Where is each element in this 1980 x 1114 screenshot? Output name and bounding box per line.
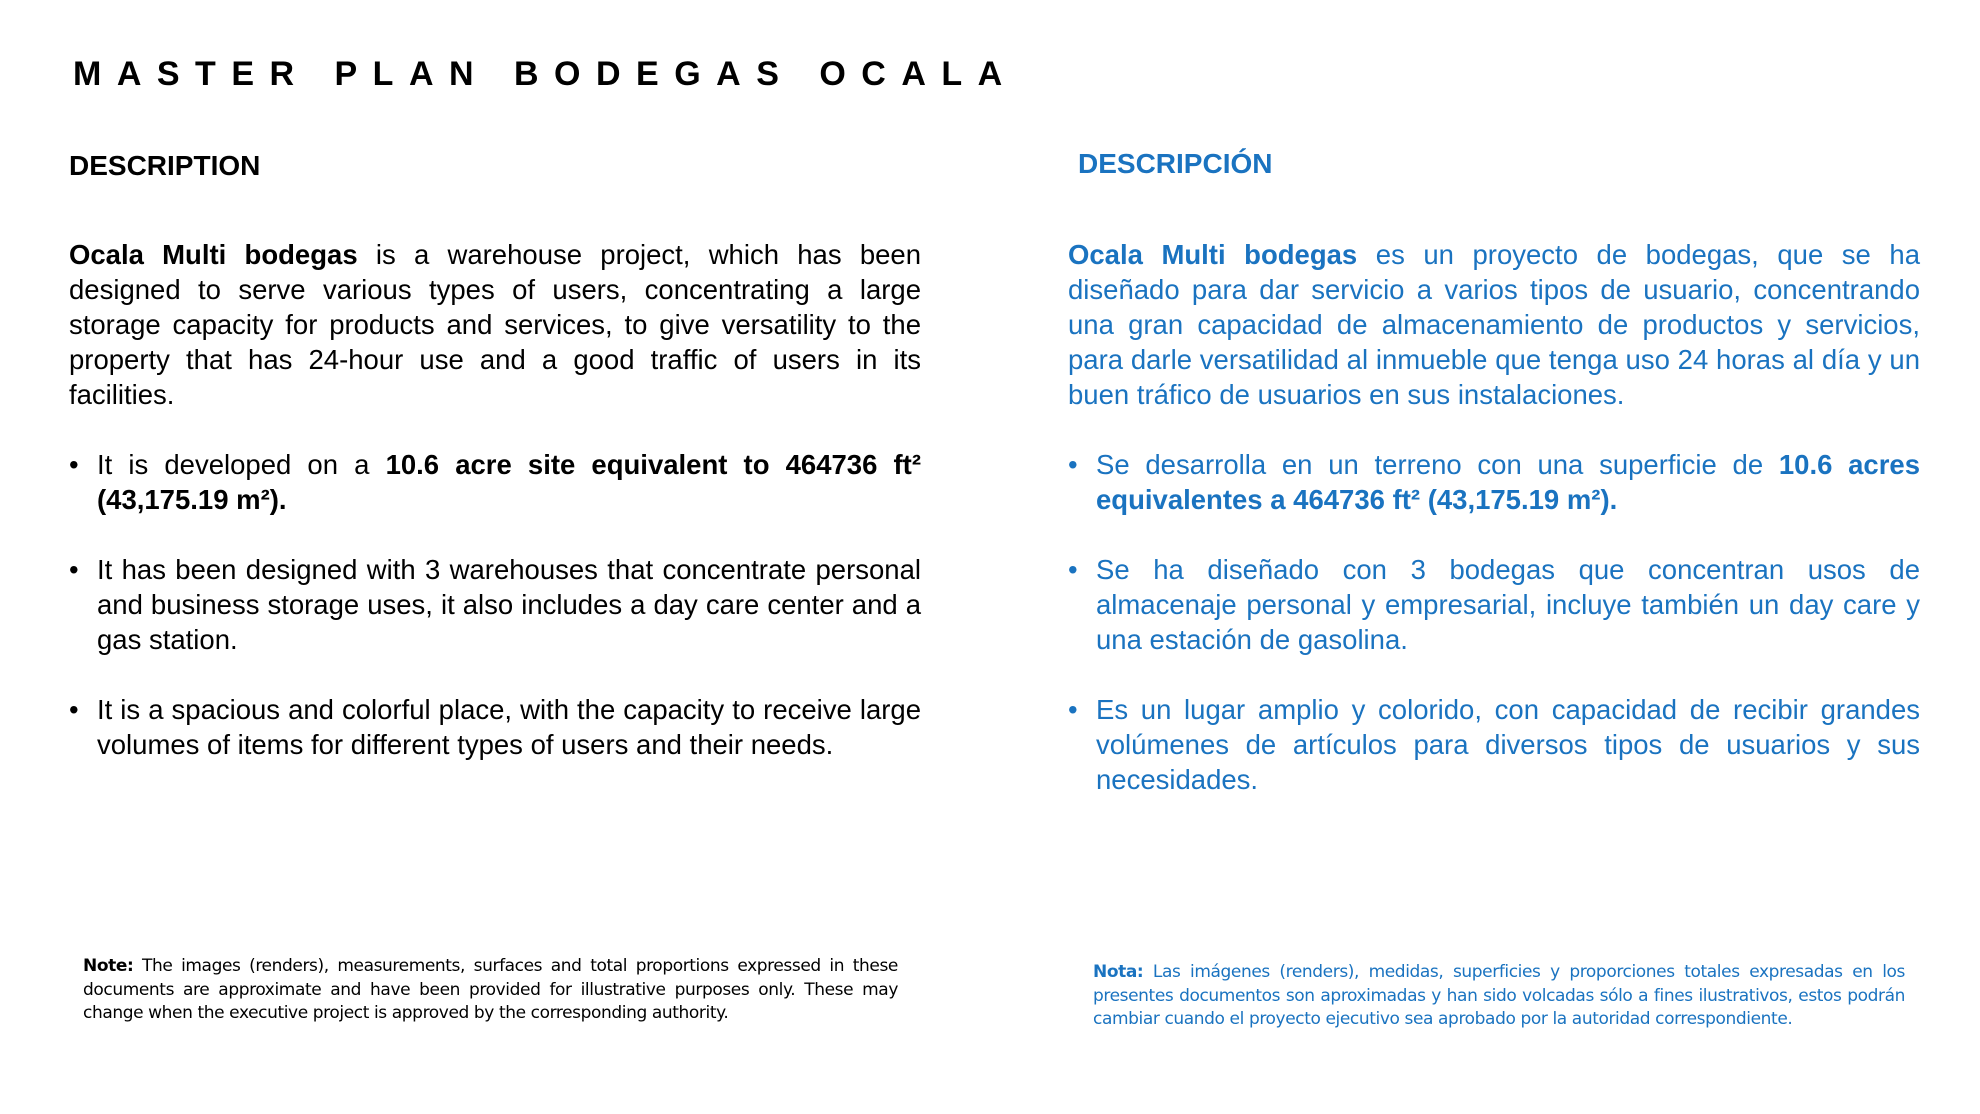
english-intro-project-name: Ocala Multi bodegas bbox=[69, 239, 358, 270]
english-intro bbox=[69, 237, 921, 412]
english-note-label: Note: bbox=[83, 956, 134, 976]
spanish-bullet-site bbox=[1068, 447, 1920, 517]
english-note-text: The images (renders), measurements, surfaces and total proportions expressed in these documents are approximate and have been provided for illustrative purposes only. These may change when the executive project is approved by the corresponding authority. bbox=[83, 956, 898, 1023]
spanish-bullet-warehouses: • Se ha diseñado con 3 bodegas que concentran usos de almacenaje personal y empresarial, incluye también un day care y una estación de gasolina. bbox=[1068, 552, 1920, 657]
english-bullet-warehouses: • It has been designed with 3 warehouses that concentrate personal and business storage uses, it also includes a day care center and a gas station. bbox=[69, 552, 921, 657]
english-note bbox=[83, 955, 898, 1026]
spanish-body bbox=[1068, 237, 1920, 832]
english-intro-text: is a warehouse project, which has been designed to serve various types of users, concentrating a large storage capacity for products and services, to give versatility to the property that has 24-hour use and a good traffic of users in its facilities. bbox=[69, 239, 921, 410]
english-bullet-place: • It is a spacious and colorful place, with the capacity to receive large volumes of items for different types of users and their needs. bbox=[69, 692, 921, 762]
spanish-heading: DESCRIPCIÓN bbox=[1078, 148, 1273, 179]
spanish-bullet-site-area: 10.6 acres equivalentes a 464736 ft² (43,175.19 m²). bbox=[1096, 449, 1920, 515]
spanish-bullet-place: • Es un lugar amplio y colorido, con capacidad de recibir grandes volúmenes de artículos para diversos tipos de usuarios y sus necesidades. bbox=[1068, 692, 1920, 797]
spanish-intro-project-name: Ocala Multi bodegas bbox=[1068, 239, 1358, 270]
spanish-bullet-site-text: Se desarrolla en un terreno con una superficie de bbox=[1096, 449, 1779, 480]
spanish-note-text: Las imágenes (renders), medidas, superficies y proporciones totales expresadas en los presentes documentos son aproximadas y han sido volcadas sólo a fines ilustrativos, estos podrán cambiar cuando el proyecto ejecutivo sea aprobado por la autoridad correspondiente. bbox=[1093, 962, 1905, 1029]
spanish-note-label: Nota: bbox=[1093, 962, 1144, 982]
english-heading: DESCRIPTION bbox=[69, 150, 261, 181]
spanish-note bbox=[1093, 961, 1905, 1032]
spanish-intro bbox=[1068, 237, 1920, 412]
page-title: MASTER PLAN BODEGAS OCALA bbox=[73, 55, 1018, 93]
english-bullet-list bbox=[69, 447, 921, 762]
spanish-intro-text: es un proyecto de bodegas, que se ha diseñado para dar servicio a varios tipos de usuario, concentrando una gran capacidad de almacenamiento de productos y servicios, para darle versatilidad al inmueble que tenga uso 24 horas al día y un buen tráfico de usuarios en sus instalaciones. bbox=[1068, 239, 1920, 410]
spanish-bullet-list bbox=[1068, 447, 1920, 797]
english-bullet-site-area: 10.6 acre site equivalent to 464736 ft² (43,175.19 m²). bbox=[97, 449, 921, 515]
english-body bbox=[69, 237, 921, 797]
english-bullet-site-text: It is developed on a bbox=[97, 449, 386, 480]
english-bullet-site bbox=[69, 447, 921, 517]
